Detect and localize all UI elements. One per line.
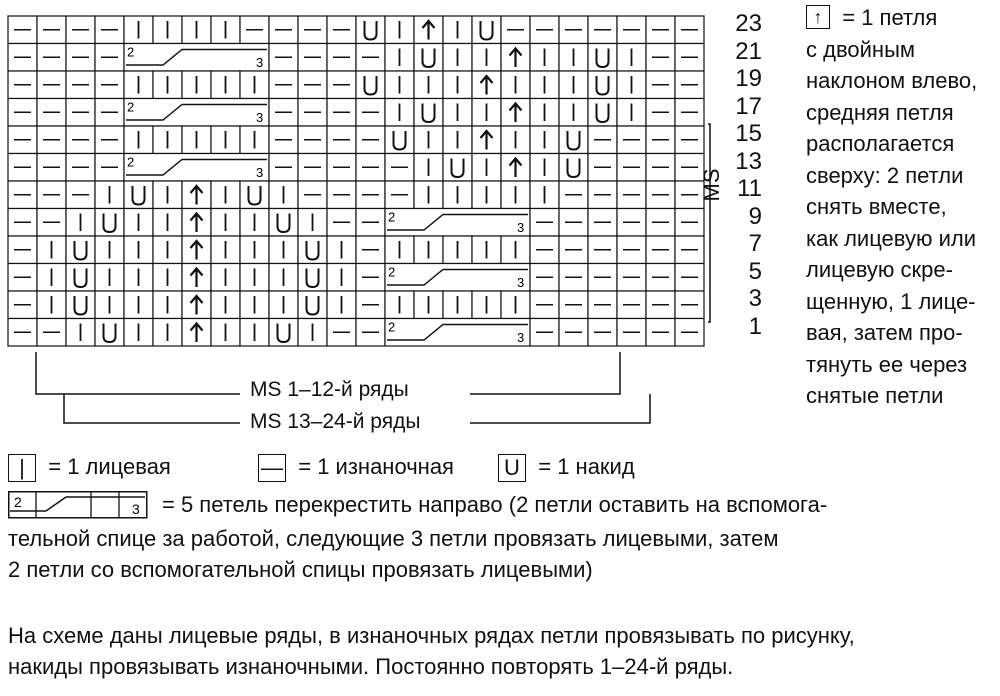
row-number: 1 — [748, 312, 762, 340]
row-number: 19 — [735, 65, 762, 92]
cross-num-right: 3 — [256, 165, 264, 180]
row-number: 15 — [735, 120, 762, 147]
decrease-legend-text-0: = 1 петля — [842, 5, 938, 30]
row-number: 3 — [748, 285, 762, 312]
row-number: 17 — [735, 92, 762, 120]
decrease-legend-line: снять вместе, — [806, 194, 947, 219]
cross-cell — [385, 319, 530, 347]
row-number: 23 — [735, 10, 762, 37]
decrease-legend-line: наклоном влево, — [806, 68, 978, 93]
arrow-up-icon: ↑ — [806, 5, 830, 29]
decrease-legend-line: вая, затем про- — [806, 320, 963, 345]
cross-num-right: 3 — [517, 220, 525, 235]
row-number: 5 — [748, 257, 762, 285]
legend-knit — [8, 454, 171, 482]
repeat-label-rows-13-24: MS 13–24-й ряды — [244, 410, 426, 434]
cross-num-left: 2 — [388, 319, 396, 335]
cross-num-left: 2 — [127, 44, 135, 60]
decrease-legend-line: щенную, 1 лице- — [806, 288, 976, 314]
repeat-bracket-2-right — [470, 394, 650, 423]
decrease-legend-line: с двойным — [806, 36, 916, 62]
legend-purl-text: = 1 изнаночная — [298, 454, 454, 479]
footer-line-1: На схеме даны лицевые ряды, в изнаночных рядах петли провязывать по рисунку, — [8, 623, 855, 648]
cross-symbol-icon — [8, 491, 148, 519]
cross-num-left: 2 — [127, 154, 135, 170]
cross-num-right: 3 — [517, 275, 525, 290]
cross-num-left: 2 — [127, 99, 135, 115]
legend-yo — [498, 454, 635, 482]
row-number: 7 — [748, 230, 762, 257]
decrease-legend-line: снятые петли — [806, 383, 944, 408]
cross-num-right: 3 — [256, 55, 264, 70]
cross-legend-line-1: = 5 петель перекрестить направо (2 петли оставить на вспомога- — [162, 492, 828, 517]
purl-symbol-icon: — — [258, 454, 286, 482]
decrease-legend-line: как лицевую или — [806, 225, 977, 251]
cross-cell — [124, 99, 269, 127]
legend-knit-text: = 1 лицевая — [48, 454, 171, 479]
cross-cell — [124, 44, 269, 72]
cross-cell — [124, 154, 269, 182]
cross-num-right: 3 — [517, 330, 525, 345]
decrease-legend-line: сверху: 2 петли — [806, 162, 964, 188]
decrease-legend-line: располагается — [806, 131, 955, 156]
vertical-ms-label: MS — [699, 168, 724, 202]
decrease-legend-line: тянуть ее через — [806, 351, 968, 377]
cross-cell — [385, 209, 530, 237]
footer-note — [8, 620, 855, 682]
cross-num-right: 3 — [256, 110, 264, 125]
vertical-bracket — [708, 124, 710, 322]
row-number: 21 — [735, 37, 762, 65]
decrease-legend — [806, 2, 977, 412]
repeat-bracket-1-right — [470, 352, 620, 394]
legend-purl — [258, 454, 454, 482]
row-number: 13 — [735, 147, 762, 175]
footer-line-2: накиды провязывать изнаночными. Постоянно повторять 1–24-й ряды. — [8, 654, 734, 679]
repeat-bracket-1-left — [36, 352, 240, 394]
decrease-legend-line: средняя петля — [806, 99, 954, 125]
repeat-bracket-2-left — [64, 394, 240, 423]
row-number: 9 — [748, 202, 762, 230]
yarn-over-symbol-icon: U — [498, 454, 526, 482]
knit-symbol-icon: | — [8, 454, 36, 482]
cross-num-left: 2 — [388, 264, 396, 280]
cross-cell — [385, 264, 530, 292]
row-number: 11 — [737, 175, 762, 202]
legend-yo-text: = 1 накид — [538, 454, 635, 479]
repeat-label-rows-1-12: MS 1–12-й ряды — [244, 378, 415, 402]
cross-legend-line-3: 2 петли со вспомогательной спицы провязать лицевыми) — [8, 557, 593, 582]
decrease-legend-line-0 — [806, 2, 977, 34]
decrease-legend-line: лицевую скре- — [806, 257, 953, 282]
cross-legend-line-2: тельной спице за работой, следующие 3 петли провязать лицевыми, затем — [8, 526, 779, 551]
cross-legend-left-num: 2 — [14, 494, 22, 510]
cross-legend-right-num: 3 — [132, 501, 140, 517]
cross-num-left: 2 — [388, 209, 396, 225]
